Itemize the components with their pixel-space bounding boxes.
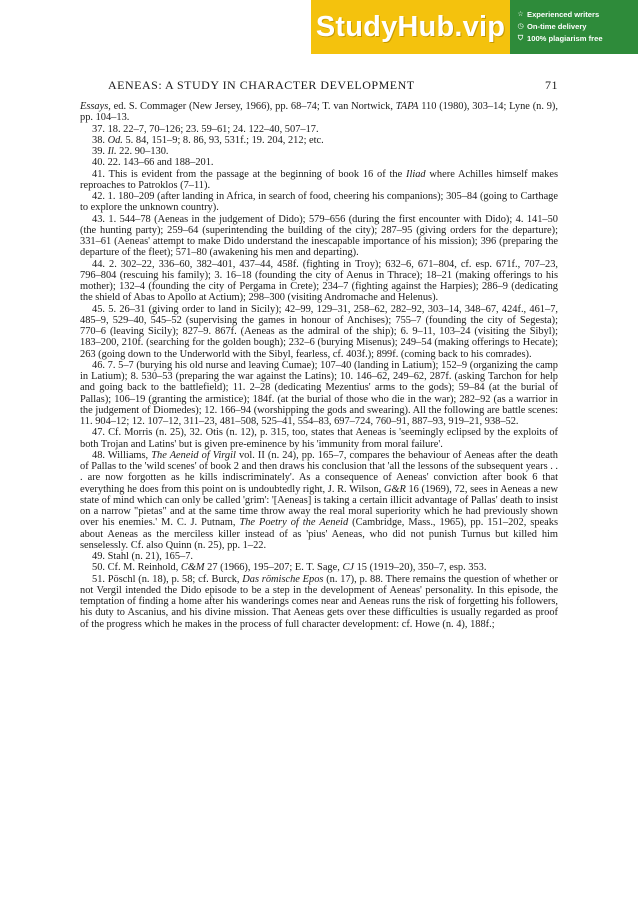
feature-item: [516, 21, 638, 33]
footnote-49: 49. Stahl (n. 21), 165–7.: [92, 551, 194, 562]
footnote-38: 38. Od. 5. 84, 151–9; 8. 86, 93, 531f.; 19. 204, 212; etc.: [92, 134, 324, 146]
footnote-42: 42. 1. 180–209 (after landing in Africa, in search of food, cheering his companions); 305–84 (going to Carthage to explore the unknown country).: [80, 191, 558, 214]
feature-label: Experienced writers: [527, 10, 600, 19]
footnote-40: 40. 22. 143–66 and 188–201.: [92, 157, 214, 169]
footnote-36-continued: Essays, ed. S. Commager (New Jersey, 1966), pp. 68–74; T. van Nortwick, TAPA 110 (1980), 303–14; Lyne (n. 9), pp. 104–13.: [80, 101, 558, 124]
shield-icon: ⛉: [517, 35, 524, 42]
running-title: AENEAS: A STUDY IN CHARACTER DEVELOPMENT: [108, 78, 415, 92]
studyhub-banner[interactable]: [311, 0, 638, 54]
feature-list: [510, 9, 638, 45]
footnotes: [80, 101, 558, 630]
footnote-39: 39. Il. 22. 90–130.: [92, 146, 169, 157]
footnote-43: 43. 1. 544–78 (Aeneas in the judgement of Dido); 579–656 (during the first encounter with Dido); 4. 141–50 (the hunting party); 259–64 (superintending the building of the city); 287–95 (giving orders for the departure); 331–61 (Aeneas' attempt to make Dido understand the inescapable importance of his mission); 396 (preparing the departure of the fleet); 571–80 (awakening his men and departing).: [80, 213, 558, 259]
star-icon: ☆: [517, 11, 524, 18]
footnote-45: 45. 5. 26–31 (giving order to land in Sicily); 42–99, 129–31, 258–62, 282–92, 303–14, 348–67, 424f., 461–7, 485–9, 529–40, 545–52 (supervising the games in honour of Anchises); 755–7 (founding the city of Segesta); 770–6 (leaving Sicily); 827–9. 867f. (Aeneas as the admiral of the ship); 6. 9–11, 103–24 (visiting the Sibyl); 183–200, 210f. (searching for the golden bough); 232–6 (burying Misenus); 249–54 (making offerings to Hecate); 263 (going down to the Underworld with the Sibyl, fearless, cf. 403f.); 899f. (coming back to his comrades).: [80, 303, 558, 360]
clock-icon: ◷: [517, 23, 524, 30]
page-header: [72, 78, 558, 94]
footnote-41: 41. This is evident from the passage at the beginning of book 16 of the Iliad where Achilles himself makes reproaches to Patroklos (7–11).: [80, 168, 558, 191]
footnote-51: 51. Pöschl (n. 18), p. 58; cf. Burck, Das römische Epos (n. 17), p. 88. There remains the question of whether or not Vergil intended the Dido episode to be a step in the development of Aeneas' personality. In this episode, the temptation of finding a home after his wanderings comes near and Aeneas runs the risk of forgetting his followers, his duty to Ascanius, and his divine mission. That Aeneas gets over these difficulties is usually regarded as proof of the progress which he makes in the process of full character development: cf. Howe (n. 4), 188f.;: [80, 573, 559, 630]
footnote-46: 46. 7. 5–7 (burying his old nurse and leaving Cumae); 107–40 (landing in Latium); 152–9 (organizing the camp in Latium); 8. 530–53 (preparing the war against the Latins); 10. 146–62, 249–62, 287f. (asking Tarchon for help and going back to the battlefield); 11. 2–28 (dedicating Mezentius' arms to the gods); 59–84 (at the burial of Pallas); 106–19 (granting the armistice); 184f. (at the burial of those who die in the war); 282–92 (as a warrior in the judgement of Diomedes); 12. 166–94 (worshipping the gods and swearing). All the following are battle scenes: 11. 904–12; 12. 107–12, 311–23, 481–508, 525–41, 554–83, 697–724, 760–91, 887–93, 919–21, 938–52.: [80, 359, 558, 427]
feature-label: On-time delivery: [527, 22, 587, 31]
feature-label: 100% plagiarism free: [527, 34, 603, 43]
footnote-44: 44. 2. 302–22, 336–60, 382–401, 437–44, 458f. (fighting in Troy); 632–6, 671–804, cf. esp. 671f., 707–23, 796–804 (rescuing his family); 3. 16–18 (founding the city of Aenus in Thrace); 18–21 (making offerings to his mother); 132–4 (founding the city of Pergama in Crete); 234–7 (fighting against the Harpies); 286–9 (dedicating the shield of Abas to Apollo at Actium); 298–300 (visiting Andromache and Helenus).: [80, 258, 558, 304]
footnote-50: 50. Cf. M. Reinhold, C&M 27 (1966), 195–207; E. T. Sage, CJ 15 (1919–20), 350–7, esp. 353.: [92, 562, 487, 574]
feature-item: [516, 9, 638, 21]
feature-item: [516, 33, 638, 45]
page-number: 71: [545, 78, 558, 92]
brand-name: StudyHub.vip: [315, 10, 506, 43]
footnote-47: 47. Cf. Morris (n. 25), 32. Otis (n. 12), p. 315, too, states that Aeneas is 'seemingly eclipsed by the exploits of both Trojan and Latins' but is given pre-eminence by his 'immunity from moral failure'.: [80, 427, 558, 450]
footnote-37: 37. 18. 22–7, 70–126; 23. 59–61; 24. 122–40, 507–17.: [92, 123, 319, 135]
footnote-48: 48. Williams, The Aeneid of Virgil vol. II (n. 24), pp. 165–7, compares the behaviour of Aeneas after the death of Pallas to the 'wild scenes' of book 2 and then draws his conclusion that 'all the lessons of the subsequent years . . . are now forgotten as he kills indiscriminately'. As a consequence of Aeneas' conviction after book 6 that everything he does from this point on is undoubtedly right, J. R. Wilson, G&R 16 (1969), 72, sees in Aeneas a new state of mind which can only be called 'grim': '[Aeneas] is taking a certain illicit advantage of Pallas' death to insist on a narrow "pietas" and at the same time throw away the real moral superiority which he had previously shown over his enemies.' M. C. J. Putnam, The Poetry of the Aeneid (Cambridge, Mass., 1965), pp. 151–202, speaks about Aeneas as the merciless killer instead of as 'pius' Aeneas, who did not punish Turnus but killed him senselessly. Cf. also Quinn (n. 25), pp. 1–22.: [80, 449, 559, 551]
brand-logo[interactable]: [311, 0, 510, 54]
